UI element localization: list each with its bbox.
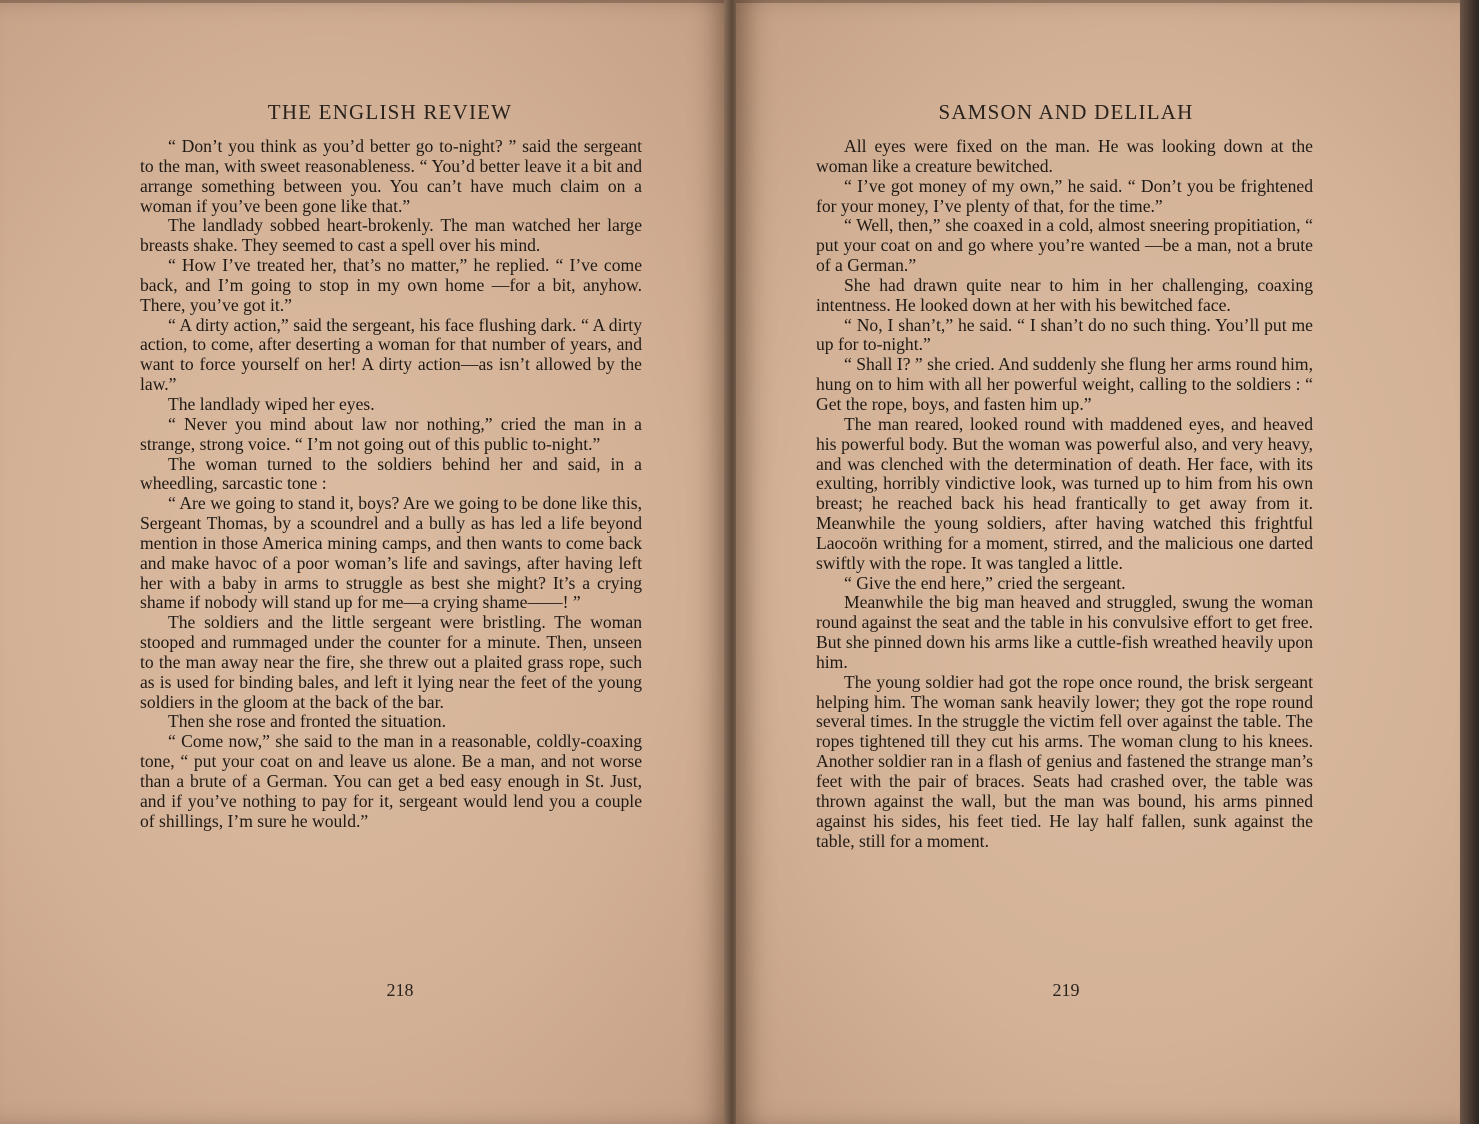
- paragraph: “ Don’t you think as you’d better go to-night? ” said the sergeant to the man, with sweet reasonableness. “ You’d better leave it a bit and arrange something between you. You can’t have much claim on a woman if you’ve been gone like that.”: [140, 136, 642, 216]
- running-head: THE ENGLISH REVIEW: [267, 100, 513, 124]
- body-text: [816, 137, 1313, 851]
- paragraph: The woman turned to the soldiers behind her and said, in a wheedling, sarcastic tone :: [140, 453, 642, 494]
- paragraph: “ Never you mind about law nor nothing,” cried the man in a strange, strong voice. “ I’m not going out of this public to-night.”: [140, 413, 642, 454]
- paragraph: “ I’ve got money of my own,” he said. “ Don’t you be frightened for your money, I’ve plenty of that, for the time.”: [816, 175, 1313, 216]
- paragraph: “ How I’ve treated her, that’s no matter,” he replied. “ I’ve come back, and I’m going to stop in my own home —for a bit, anyhow. There, you’ve got it.”: [140, 255, 642, 315]
- page-edge: [736, 0, 1460, 3]
- page-number: 218: [386, 980, 414, 1000]
- paragraph: The landlady sobbed heart-brokenly. The man watched her large breasts shake. They seemed to cast a spell over his mind.: [140, 215, 642, 256]
- page-edge: [0, 0, 728, 3]
- paragraph: The young soldier had got the rope once round, the brisk sergeant helping him. The woman sank heavily lower; they got the rope round several times. In the struggle the victim fell over against the table. The ropes tightened till they cut his arms. The woman clung to his knees. Another soldier ran in a flash of genius and fastened the strange man’s feet with the pair of braces. Seats had crashed over, the table was thrown against the wall, but the man was bound, his arms pinned against his sides, his feet tied. He lay half fallen, sunk against the table, still for a moment.: [816, 671, 1313, 851]
- page-number: 219: [1052, 980, 1080, 1000]
- left-page: [0, 0, 728, 1124]
- book-edge: [1460, 0, 1479, 1124]
- body-text: [140, 137, 642, 832]
- paragraph: The man reared, looked round with maddened eyes, and heaved his powerful body. But the woman was powerful also, and very heavy, and was clenched with the determination of death. Her face, with its exulting, horribly vindictive look, was turned up to him from his own breast; he reached back his head frantically to get away from it. Meanwhile the young soldiers, after having watched this frightful Laocoön writhing for a moment, stirred, and the malicious one darted swiftly with the rope. It was tangled a little.: [816, 413, 1313, 573]
- paragraph: “ Are we going to stand it, boys? Are we going to be done like this, Sergeant Thomas, by a scoundrel and a bully as has led a life beyond mention in those America mining camps, and then wants to come back and make havoc of a poor woman’s life and savings, after having left her with a baby in arms to struggle as best she might? It’s a crying shame if nobody will stand up for me—a crying shame——! ”: [140, 493, 642, 613]
- paragraph: She had drawn quite near to him in her challenging, coaxing intentness. He looked down at her with his bewitched face.: [816, 274, 1313, 315]
- paragraph: “ Well, then,” she coaxed in a cold, almost sneering propitiation, “ put your coat on and go where you’re wanted —be a man, not a brute of a German.”: [816, 215, 1313, 276]
- paragraph: The soldiers and the little sergeant were bristling. The woman stooped and rummaged under the counter for a minute. Then, unseen to the man away near the fire, she threw out a plaited grass rope, such as is used for binding bales, and left it lying near the feet of the young soldiers in the gloom at the back of the bar.: [140, 612, 642, 712]
- paragraph: The landlady wiped her eyes.: [168, 393, 375, 414]
- right-page: [736, 0, 1460, 1124]
- paragraph: “ A dirty action,” said the sergeant, his face flushing dark. “ A dirty action, to come, after deserting a woman for that number of years, and want to force yourself on her! A dirty action—as isn’t allowed by the law.”: [140, 314, 642, 395]
- paragraph: “ Shall I? ” she cried. And suddenly she flung her arms round him, hung on to him with all her powerful weight, calling to the soldiers : “ Get the rope, boys, and fasten him up.”: [816, 354, 1313, 414]
- paragraph: Then she rose and fronted the situation.: [168, 711, 447, 732]
- paragraph: “ Give the end here,” cried the sergeant.: [844, 572, 1126, 593]
- paragraph: “ Come now,” she said to the man in a reasonable, coldly-coaxing tone, “ put your coat on and leave us alone. Be a man, and not worse than a brute of a German. You can get a bed easy enough in St. Just, and if you’ve nothing to pay for it, sergeant would lend you a couple of shillings, I’m sure he would.”: [140, 731, 642, 831]
- paragraph: Meanwhile the big man heaved and struggled, swung the woman round against the seat and the table in his convulsive effort to get free. But she pinned down his arms like a cuttle-fish wreathed heavily upon him.: [816, 592, 1313, 672]
- paragraph: All eyes were fixed on the man. He was looking down at the woman like a creature bewitched.: [816, 136, 1313, 176]
- paragraph: “ No, I shan’t,” he said. “ I shan’t do no such thing. You’ll put me up for to-night.”: [816, 314, 1313, 355]
- running-head: SAMSON AND DELILAH: [938, 100, 1194, 124]
